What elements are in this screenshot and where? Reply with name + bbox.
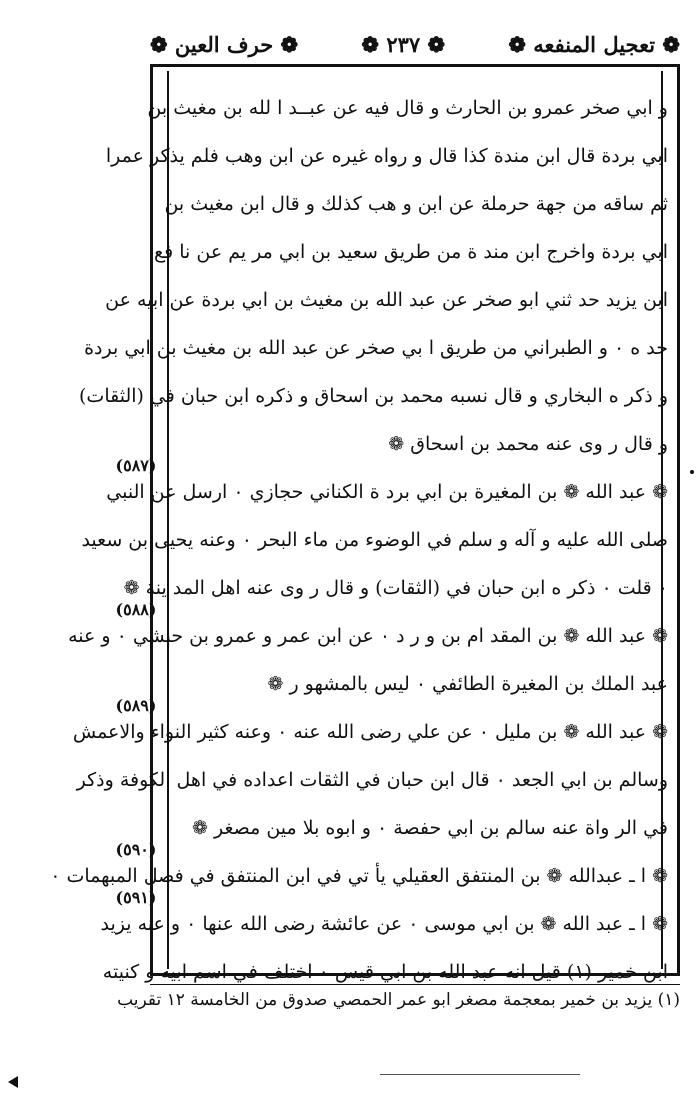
text-line: صلى الله عليه و آله و سلم في الوضوء من ماء البحر ٠ وعنه يحيى بن سعيد [81, 529, 668, 551]
text-line: ❁ ا ـ عبد الله ❁ بن ابي موسى ٠ عن عائشة رضى الله عنها ٠ و عنه يزيد [100, 913, 668, 935]
text-line: ابي بردة واخرج ابن مند ة من طريق سعيد بن ابي مر يم عن نا فع [154, 241, 668, 263]
text-line: ابي بردة قال ابن مندة كذا قال و رواه غيره عن ابن وهب فلم يذكر عمرا [105, 145, 668, 167]
text-line: وسالم بن ابي الجعد ٠ قال ابن حبان في الثقات اعداده في اهل الكوفة وذكر [76, 769, 668, 791]
text-line: ثم ساقه من جهة حرملة عن ابن و هب كذلك و قال ابن مغيث بن [164, 193, 668, 215]
footnote: (١) يزيد بن خمير بمعجمة مصغر ابو عمر الحمصي صدوق من الخامسة ١٢ تقريب [117, 990, 680, 1010]
text-line: جد ه ٠ و الطبراني من طريق ا بي صخر عن عبد الله بن مغيث بن ابي بردة [84, 337, 668, 359]
text-line: ابن خمير (١) قيل انه عبد الله بن ابي قيس ٠ اختلف في اسم ابيه و كنيته [102, 961, 668, 983]
footnote-rule [150, 984, 680, 985]
entry-number: (٥٨٧) [115, 456, 157, 475]
entry-number: (٥٩١) [115, 888, 157, 907]
page-number: ❁ ٢٣٧ ❁ [361, 31, 446, 57]
text-line: و ابي صخر عمرو بن الحارث و قال فيه عن عبــد ا لله بن مغيث بن [147, 97, 668, 119]
text-line: عبد الملك بن المغيرة الطائفي ٠ ليس بالمشهو ر ❁ [267, 673, 668, 695]
book-title: ❁ تعجيل المنفعه ❁ [508, 31, 680, 57]
text-line: ٠ قلت ٠ ذكر ه ابن حبان في (الثقات) و قال ر وى عنه اهل المد ينة ❁ [123, 577, 668, 599]
text-line: ❁ ا ـ عبدالله ❁ بن المنتفق العقيلي يأ تي في ابن المنتفق في فصل المبهمات ٠ [50, 865, 668, 887]
text-line: ابن يزيد حد ثني ابو صخر عن عبد الله بن مغيث بن ابي بردة عن ابيه عن [105, 289, 668, 311]
text-line: في الر واة عنه سالم بن ابي حفصة ٠ و ابوه بلا مين مصغر ❁ [192, 817, 668, 839]
text-line: ❁ عبد الله ❁ بن المقد ام بن و ر د ٠ عن ابن عمر و عمرو بن حبشي ٠ و عنه [68, 625, 668, 647]
page-header [150, 24, 680, 64]
corner-mark [8, 1076, 18, 1088]
section-title: ❁ حرف العين ❁ [150, 31, 299, 57]
text-line: و قال ر وى عنه محمد بن اسحاق ❁ [388, 433, 668, 455]
text-line: ❁ عبد الله ❁ بن المغيرة بن ابي برد ة الكناني حجازي ٠ ارسل عن النبي [106, 481, 668, 503]
text-line: ❁ عبد الله ❁ بن مليل ٠ عن علي رضى الله عنه ٠ وعنه كثير النواء والاعمش [72, 721, 668, 743]
binding-mark [690, 470, 694, 474]
bottom-rule [380, 1074, 580, 1075]
entry-number: (٥٨٩) [115, 696, 157, 715]
text-line: و ذكر ه البخاري و قال نسبه محمد بن اسحاق و ذكره ابن حبان في (الثقات) [79, 385, 668, 407]
entry-number: (٥٨٨) [115, 600, 157, 619]
entry-number: (٥٩٠) [115, 840, 157, 859]
